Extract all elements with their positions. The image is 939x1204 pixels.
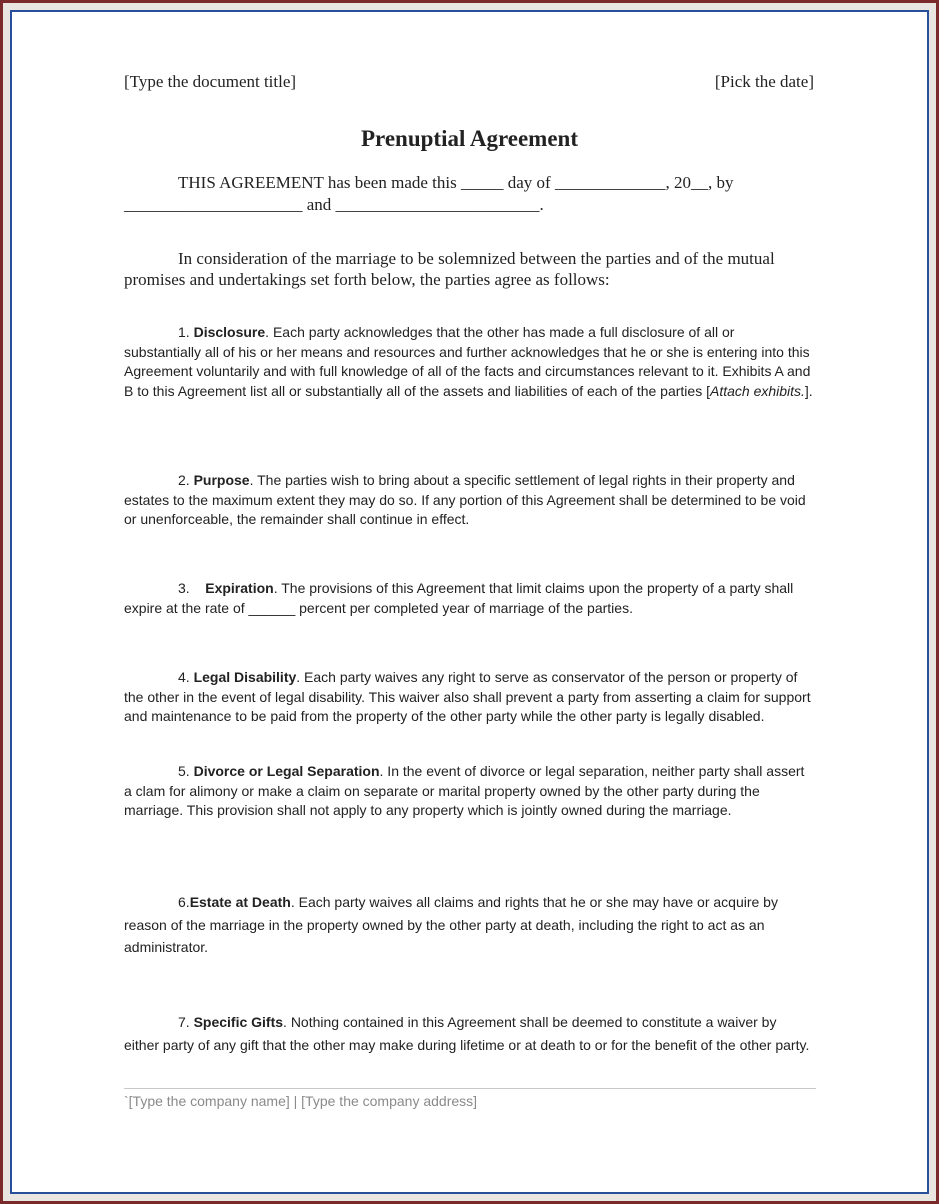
footer-company-info[interactable]: `[Type the company name] | [Type the company address] — [124, 1093, 478, 1109]
section-number: 4. — [178, 669, 194, 685]
section-text: . Each party waives any right to serve as conservator of the person or property of the other in the event of legal disability. This waiver also shall prevent a party from asserting a claim for support and maintenance to be paid from the property of the other party while the other party is legally disabled. — [124, 669, 811, 725]
intro-line-1: THIS AGREEMENT has been made this _____ day of _____________, 20__, by — [178, 173, 734, 192]
section-number: 6. — [178, 894, 190, 910]
section-text: . Nothing contained in this Agreement shall be deemed to constitute a waiver by either party of any gift that the other may make during lifetime or at death to or for the benefit of the other party. — [124, 1014, 810, 1053]
section-heading: Expiration — [205, 580, 274, 596]
section-purpose — [124, 471, 814, 530]
document-title-placeholder[interactable]: [Type the document title] — [124, 72, 297, 91]
section-text: . The provisions of this Agreement that limit claims upon the property of a party shall expire at the rate of ______ percent per completed year of marriage of the parties. — [124, 580, 794, 616]
section-heading: Purpose — [193, 472, 250, 488]
section-heading: Disclosure — [193, 324, 266, 340]
section-divorce — [124, 762, 814, 821]
section-text-tail: ]. — [804, 383, 813, 400]
section-legal-disability — [124, 668, 814, 727]
section-heading: Estate at Death — [189, 894, 291, 910]
page-title: Prenuptial Agreement — [361, 126, 578, 151]
section-heading: Divorce or Legal Separation — [193, 763, 380, 779]
section-text: . In the event of divorce or legal separation, neither party shall assert a clam for alimony or make a claim on separate or marital property owned by the other party during the marriage. This provision shall not apply to any property which is jointly owned during the marriage. — [124, 763, 805, 819]
section-specific-gifts — [124, 1011, 814, 1056]
section-disclosure — [124, 323, 814, 402]
section-number: 2. — [178, 472, 194, 488]
footer-divider — [124, 1088, 816, 1089]
section-text: . Each party waives all claims and rights that he or she may have or acquire by reason of the marriage in the property owned by the other party at death, including the right to act as an administrator. — [124, 894, 778, 955]
section-heading: Legal Disability — [193, 669, 297, 685]
section-number: 7. — [178, 1014, 194, 1030]
section-number: 5. — [178, 763, 194, 779]
date-placeholder[interactable]: [Pick the date] — [714, 72, 814, 91]
section-heading: Specific Gifts — [193, 1014, 284, 1030]
section-number: 1. — [178, 324, 194, 340]
section-text: . Each party acknowledges that the other has made a full disclosure of all or substantially all of his or her means and resources and further acknowledges that he or she is entering into this Agreement voluntarily and with full knowledge of all of the facts and circumstances relevant to it. Exhibits A and B to this Agreement list all or substantially all of the assets and liabilities of each of the parties [ — [124, 324, 811, 400]
consideration-paragraph: In consideration of the marriage to be solemnized between the parties and of the mutual promises and undertakings set forth below, the parties agree as follows: — [124, 249, 775, 289]
intro-line-2: _____________________ and ________________________. — [124, 195, 544, 214]
section-estate-at-death — [124, 891, 814, 959]
section-italic-note: Attach exhibits. — [709, 383, 805, 400]
section-number: 3. — [178, 580, 206, 596]
section-expiration — [124, 579, 814, 618]
section-text: . The parties wish to bring about a specific settlement of legal rights in their property and estates to the maximum extent they may do so. If any portion of this Agreement shall be determined to be void or unenforceable, the remainder shall continue in effect. — [124, 472, 806, 528]
